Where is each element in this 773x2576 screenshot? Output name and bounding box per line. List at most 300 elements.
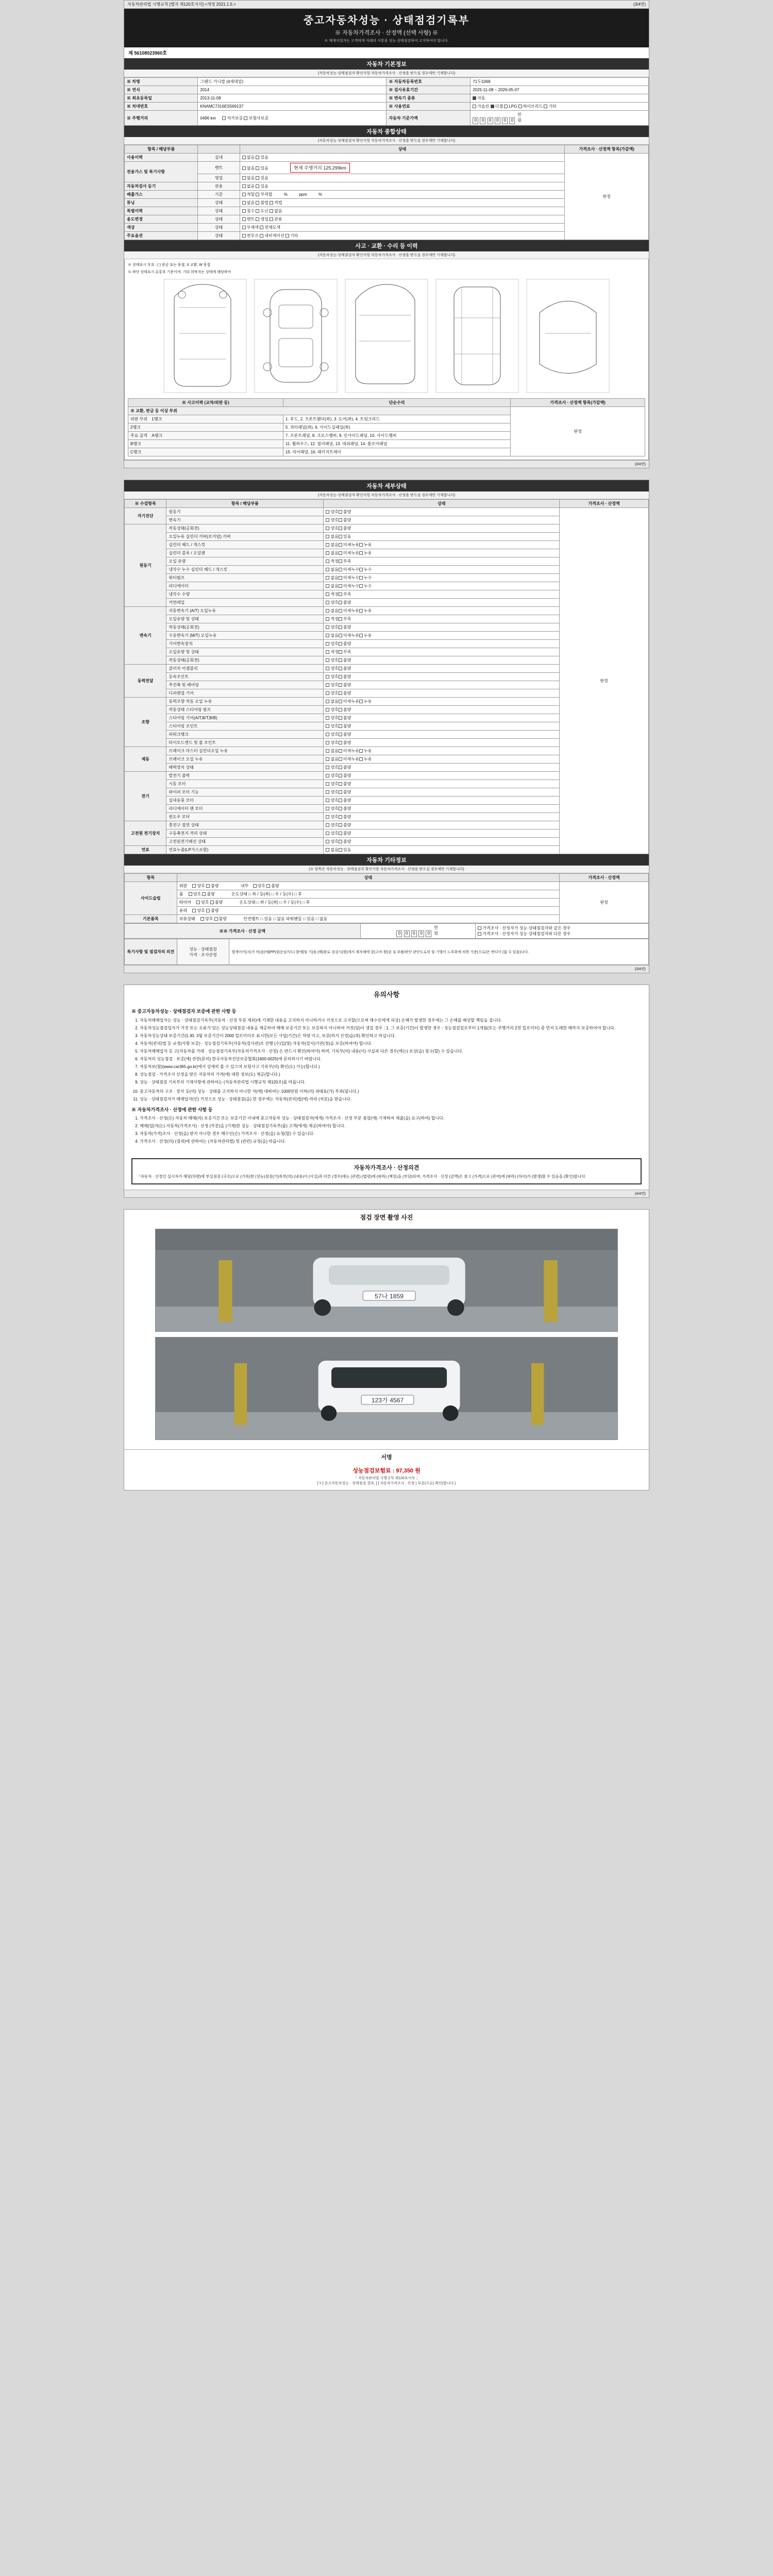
opt-부족[interactable]: 부족: [339, 617, 351, 621]
page-4: [124, 1209, 649, 1490]
special-row2: 가격 · 조사산정: [189, 952, 217, 957]
detail-state-cell: [324, 549, 560, 557]
photo-front-lift: [155, 1229, 618, 1332]
section-overall-note: (자동차성능·상태점검자 확인사항 자동차가격조사 · 산정을 받으실 경우에만 기재합니다): [124, 137, 649, 145]
other-item-label: 보유상태: [179, 917, 195, 921]
opt-flood[interactable]: 침수: [242, 209, 255, 213]
opt-불량[interactable]: 불량: [339, 815, 351, 819]
table-row: [125, 924, 649, 939]
detail-item-label: 실내송풍 모터: [166, 796, 324, 805]
opt-good-2[interactable]: 양호: [253, 884, 265, 888]
detail-item-label: 동력조향 작동 오일 누유: [166, 698, 324, 706]
opt-양호[interactable]: 양호: [326, 740, 338, 745]
detail-state-cell: [324, 557, 560, 566]
opt-불량[interactable]: 불량: [339, 707, 351, 712]
detail-state-cell: [324, 574, 560, 582]
opt-양호[interactable]: 양호: [326, 691, 338, 696]
detail-group-label: 전기: [125, 772, 166, 821]
opt-good[interactable]: 양호: [200, 917, 213, 921]
detail-item-label: 디퍼렌셜 기어: [166, 689, 324, 698]
detail-state-cell: [324, 681, 560, 689]
diagram-legend-2: ※ 하단 상태표시 유통부 기준이며, 기타 위탁자는 상태에 해당하여: [128, 270, 231, 274]
other-item-label2: 온도상태 □ 좌 / 등(좌) □ 우 / 등(우) □ 후: [231, 892, 302, 896]
notice-item: 2. 매매(업)자(는) 자동차(가격조사) · 산정 (부분)을 (기재)한 성능 · 상태점검기록부(를) 고객(에게) 제공(하여야) 합니다.: [140, 1123, 642, 1129]
overall-row-label: 자동차검사 등기: [125, 182, 198, 191]
basic-label-5: ※ 최초등록일: [125, 94, 198, 103]
opt-없음[interactable]: 없음: [326, 749, 338, 753]
opt-양호[interactable]: 양호: [326, 658, 338, 663]
detail-group-label: 자기진단: [125, 508, 166, 524]
total-digits: 0 0 0 0 0 만원: [360, 924, 476, 939]
fee-value: 성능점검보험료 : 97,350 원: [352, 1468, 421, 1475]
opt-없음[interactable]: 없음: [326, 551, 338, 555]
opt-미세누유[interactable]: 미세누유: [339, 749, 359, 753]
opt-bad-2[interactable]: 불량: [266, 884, 279, 888]
warranty-self[interactable]: 자가보증: [222, 116, 243, 121]
opt-미세누유[interactable]: 미세누유: [339, 608, 359, 613]
opt-누유[interactable]: 누유: [359, 551, 372, 555]
table-row: [128, 448, 645, 456]
notice-item: 1. 자동차매매업자는 성능 · 상태점검기록부(자동차 · 산정 부분 제외)에 기재한 내용을 고지하지 아니하거나 거짓으로 고지할(으로써 매수인에게 피상) 손해가 발생한 경우에는 그 손해를 배상할 책임을 집니다.: [140, 1018, 642, 1024]
detail-state-cell: [324, 689, 560, 698]
opt-양호[interactable]: 양호: [326, 518, 338, 522]
opt-없음[interactable]: 없음: [326, 848, 338, 852]
overall-col-1: 항목 / 해당부품: [125, 145, 198, 154]
opt-누유[interactable]: 누유: [359, 633, 372, 638]
opt-미세누수[interactable]: 미세누수: [339, 584, 359, 588]
table-row: [128, 432, 645, 440]
opt-none[interactable]: 없음: [242, 176, 255, 180]
opt-양호[interactable]: 양호: [326, 724, 338, 728]
opt-불량[interactable]: 불량: [339, 806, 351, 811]
detail-state-cell: [324, 739, 560, 747]
detail-item-label: 냉각수 수량: [166, 590, 324, 599]
opt-부족[interactable]: 부족: [339, 559, 351, 564]
opt-legal[interactable]: 적법: [270, 200, 282, 205]
other-col-1: 항목: [125, 874, 177, 882]
table-row: ※ 수검항목 항목 / 해당부품 상태 가격조사 · 산정액: [125, 500, 649, 508]
opt-양호[interactable]: 양호: [326, 823, 338, 827]
detail-item-label: 라디에이터: [166, 582, 324, 590]
opt-bad[interactable]: 불량: [210, 900, 223, 905]
detail-group-label: 연료: [125, 846, 166, 854]
emission-note: 현재 주행거리 125,299km: [290, 163, 350, 173]
opt-business[interactable]: 영업: [256, 217, 268, 222]
other-state-cell: [177, 899, 559, 907]
part-rank: 2랭크: [128, 423, 283, 432]
opt-양호[interactable]: 양호: [326, 773, 338, 778]
detail-group-label: 변속기: [125, 607, 166, 665]
opt-있음[interactable]: 있음: [339, 848, 351, 852]
part-items: 7. 프론트패널, 8. 크로스멤버, 9. 인사이드패널, 10. 사이드멤버: [283, 432, 645, 440]
overall-row-label: 특별이력: [125, 207, 198, 215]
detail-item-label: 수동변속기 (M/T) 오일누유: [166, 632, 324, 640]
table-row: [125, 86, 649, 94]
mileage-label: ※ 주행거리: [125, 111, 198, 126]
page-number: (3/4면): [633, 2, 646, 7]
opt-누수[interactable]: 누수: [359, 567, 372, 572]
opt-누수[interactable]: 누수: [359, 575, 372, 580]
overall-state-cell: [240, 232, 565, 240]
opt-미세누유[interactable]: 미세누유: [339, 543, 359, 547]
opt-불량[interactable]: 불량: [339, 765, 351, 770]
opt-불량[interactable]: 불량: [339, 732, 351, 737]
opt-good[interactable]: 양호: [189, 892, 201, 896]
opt-불량[interactable]: 불량: [339, 740, 351, 745]
opt-불량[interactable]: 불량: [339, 790, 351, 794]
special-note-table: [124, 939, 649, 965]
table-row: [128, 440, 645, 448]
opt-불량[interactable]: 불량: [339, 782, 351, 786]
other-state-cell: [177, 915, 559, 923]
detail-state-cell: [324, 623, 560, 632]
opt-불량[interactable]: 불량: [339, 831, 351, 836]
opt-적정[interactable]: 적정: [326, 617, 338, 621]
opt-양호[interactable]: 양호: [326, 732, 338, 737]
detail-item-label: 브레이크 마스터 실린더오일 누유: [166, 747, 324, 755]
document-caption: ※ 매매사업자는 고객에게 아래의 사항을 성능·상태점검하여 고지하여야 합니다.: [324, 39, 449, 43]
overall-row-label: 사용이력: [125, 154, 198, 162]
opt-양호[interactable]: 양호: [326, 831, 338, 836]
opt-누유[interactable]: 누유: [359, 749, 372, 753]
opt-bad[interactable]: 불량: [202, 892, 214, 896]
table-row: 주요옵션 상태 썬루프 내비게이션 기타: [125, 232, 649, 240]
document-number-value: 56108023960호: [134, 50, 167, 56]
detail-item-label: 작동상태(공회전): [166, 524, 324, 533]
opt-fail[interactable]: 부적합: [256, 192, 272, 197]
accident-judge: 판정: [511, 407, 645, 456]
opt-original[interactable]: 무채색: [242, 225, 259, 230]
detail-state-cell: [324, 780, 560, 788]
overall-row-label: 주요옵션: [125, 232, 198, 240]
opt-불량[interactable]: 불량: [339, 625, 351, 630]
ck-diff-inspector[interactable]: 가격조사 · 산정자가 성능·상태점검자와 다른 경우: [478, 931, 570, 936]
detail-item-label: 워터펌프: [166, 574, 324, 582]
opt-rent[interactable]: 렌트: [242, 217, 255, 222]
detail-col-1: 항목 / 해당부품: [166, 500, 324, 508]
notice-list-1: [140, 1018, 642, 1086]
opt-양호[interactable]: 양호: [326, 625, 338, 630]
basic-value-5: 2013-11-08: [198, 94, 386, 103]
opt-불량[interactable]: 불량: [339, 823, 351, 827]
mileage-unit: km: [210, 115, 216, 121]
opt-yes[interactable]: 있음: [256, 155, 268, 160]
table-row: [128, 415, 645, 423]
opt-적정[interactable]: 적정: [326, 650, 338, 654]
opt-good[interactable]: 양호: [192, 908, 205, 913]
table-row: [125, 94, 649, 103]
section-overall-title: 자동차 종합상태: [124, 126, 649, 137]
table-row: [125, 154, 649, 162]
opt-미세누유[interactable]: 미세누유: [339, 551, 359, 555]
notice-item: 3. 자동차(가격)조사 · 산정(을) 받지 아니한 경우 매수인(은) 가격조사 · 산정(을) 요청(할) 수 있습니다.: [140, 1131, 642, 1137]
fuel-hybrid[interactable]: 하이브리드: [518, 104, 543, 109]
opt-불량[interactable]: 불량: [339, 674, 351, 679]
opt-없음[interactable]: 없음: [326, 584, 338, 588]
detail-group-label: 동력전달: [125, 665, 166, 698]
opt-불량[interactable]: 불량: [339, 510, 351, 514]
page1-footer: (3/4면): [124, 460, 649, 468]
other-cat: 사이드슬립: [125, 882, 177, 915]
detail-state-cell: [324, 788, 560, 796]
detail-state-cell: [324, 796, 560, 805]
opt-불량[interactable]: 불량: [339, 600, 351, 605]
opt-yes[interactable]: 있음: [256, 184, 268, 189]
part-cat: 외판 부위: [130, 417, 148, 421]
opt-양호[interactable]: 양호: [326, 716, 338, 720]
overall-row-label: 색상: [125, 224, 198, 232]
basic-label-3: ※ 연식: [125, 86, 198, 94]
table-row: [125, 103, 649, 111]
total-checkboxes: [476, 924, 649, 939]
basic-value-7: KNAMC7316ES569137: [198, 103, 386, 111]
notice-item: 2. 자동차성능점검업자가 거짓 또는 오류가 있는 성능상태점검 내용을 제공하여 매매 보증기간 또는 보증하지 아니하여 거짓(임)이 생길 경우 : 1. 그 보증(기간)이 발생한 경우 : 성능점검일로부터 1개월(또는 주행거리 2천 킬로미터) 중 먼저 도래한 때까지 보증하여야 합니다.: [140, 1025, 642, 1031]
overall-state-cell: [240, 199, 565, 207]
notice-heading-2: ※ 자동차가격조사 · 산정에 관한 사항 등: [131, 1107, 213, 1112]
special-label: 특기사항 및 점검자의 의견: [125, 939, 177, 965]
notice-item: 3. 자동차성능상태 보증기간(1.30. 3월 보증기간이 2000 킬로미터로 표시한(모든 사업(기간)은 차량 이고, 보증(하지 산정)을(과) 확인하고 하십니다.: [140, 1033, 642, 1039]
opt-불량[interactable]: 불량: [339, 658, 351, 663]
section-detail-title: 자동차 세부상태: [124, 480, 649, 492]
opt-미세누유[interactable]: 미세누유: [339, 757, 359, 761]
detail-state-cell: [324, 698, 560, 706]
opt-누유[interactable]: 누유: [359, 543, 372, 547]
opt-적정[interactable]: 적정: [326, 592, 338, 597]
opt-없음[interactable]: 없음: [326, 608, 338, 613]
detail-state-cell: [324, 747, 560, 755]
detail-item-label: 냉각수 누수 실린더 헤드 / 개스킷: [166, 566, 324, 574]
ck-same-inspector[interactable]: 가격조사 · 산정자가 성능·상태점검자와 같은 경우: [478, 926, 570, 930]
opt-bad[interactable]: 불량: [214, 917, 227, 921]
opt-bad[interactable]: 불량: [206, 884, 219, 888]
opt-없음[interactable]: 없음: [326, 543, 338, 547]
detail-state-cell: [324, 829, 560, 838]
other-item-label: 유리: [179, 908, 188, 913]
opt-yes[interactable]: 있음: [256, 166, 268, 171]
opt-있음[interactable]: 있음: [339, 534, 351, 539]
opt-미세누수[interactable]: 미세누수: [339, 575, 359, 580]
opt-없음[interactable]: 없음: [326, 534, 338, 539]
basic-value-6: [470, 94, 649, 103]
detail-group-label: 제동: [125, 747, 166, 772]
detail-item-label: 원동기: [166, 508, 324, 516]
opt-양호[interactable]: 양호: [326, 839, 338, 844]
opt-양호[interactable]: 양호: [326, 683, 338, 687]
opt-불량[interactable]: 불량: [339, 691, 351, 696]
table-row: [128, 407, 645, 415]
detail-item-label: 타이로드엔드 및 볼 조인트: [166, 739, 324, 747]
part-rank: B랭크: [128, 440, 283, 448]
notice-item: 4. 자동차(관리)법 등 규정(사항 보증) · 성능점검기록부(자동차(검사관)로 진행 (수)입(및) 자동차(검사)기관(정)을 보증(하여야) 합니다.: [140, 1041, 642, 1047]
opt-양호[interactable]: 양호: [326, 641, 338, 646]
document-title: 중고자동차성능 · 상태점검기록부: [303, 15, 470, 26]
opt-good[interactable]: 양호: [192, 884, 205, 888]
notice-item: 9. 성능 · 상태점검 기록부의 기재사항에 관하여는 (자동차관리법 시행규칙 제120조)를 따릅니다.: [140, 1079, 642, 1086]
opt-양호[interactable]: 양호: [326, 707, 338, 712]
opt-불량[interactable]: 불량: [339, 683, 351, 687]
opt-양호[interactable]: 양호: [326, 815, 338, 819]
opt-불량[interactable]: 불량: [339, 518, 351, 522]
part-items: 5. 쿼터패널(좌), 6. 사이드실패널(좌): [283, 423, 645, 432]
opt-불량[interactable]: 불량: [339, 641, 351, 646]
opt-양호[interactable]: 양호: [326, 674, 338, 679]
opt-양호[interactable]: 양호: [326, 600, 338, 605]
detail-state-cell: [324, 640, 560, 648]
detail-state-cell: [324, 673, 560, 681]
opt-불량[interactable]: 불량: [339, 773, 351, 778]
opt-적정[interactable]: 적정: [326, 559, 338, 564]
car-underbody-figure: [433, 277, 521, 395]
detail-item-label: 자동변속기 (A/T) 오일누유: [166, 607, 324, 615]
basic-value-1: 그랜드 카니발 (4세대알): [198, 78, 386, 86]
notice-title: 유의사항: [373, 991, 400, 998]
detail-state-cell: [324, 524, 560, 533]
opt-누수[interactable]: 누수: [359, 584, 372, 588]
detail-group-label: 조향: [125, 698, 166, 747]
opt-양호[interactable]: 양호: [326, 765, 338, 770]
opt-none[interactable]: 없음: [242, 166, 255, 171]
document-banner: [124, 9, 649, 47]
transmission-auto[interactable]: 자동: [473, 96, 485, 100]
notice-item: 7. 자동차보(험)(www.car365.go.kr)에서 상세히 볼 수 있으며 보험사고 기록부(의) 확인(도) 가능(합니다.): [140, 1064, 642, 1070]
notice-item: 4. 가격조사 · 산정(의) (결과)에 관하여는 (자동차관리법) 및 (관련) 규정(을) 따릅니다.: [140, 1139, 642, 1145]
detail-item-label: 와이퍼 모터 기능: [166, 788, 324, 796]
opt-누유[interactable]: 누유: [359, 757, 372, 761]
opt-none[interactable]: 없음: [270, 209, 282, 213]
notice-body: [124, 1001, 649, 1153]
detail-state-cell: [324, 813, 560, 821]
photo-rear-svg: [156, 1337, 617, 1440]
opt-없음[interactable]: 없음: [326, 633, 338, 638]
opt-누유[interactable]: 누유: [359, 608, 372, 613]
opt-없음[interactable]: 없음: [326, 699, 338, 704]
other-state-cell: [177, 907, 559, 915]
special-row1: 성능 · 상태점검: [189, 946, 217, 952]
fuel-lpg[interactable]: LPG: [504, 104, 517, 109]
other-state-cell: [177, 882, 559, 890]
table-row: [125, 111, 649, 126]
warranty-insurer[interactable]: 보험사보증: [244, 116, 268, 121]
opt-미세누유[interactable]: 미세누유: [339, 699, 359, 704]
opt-navi[interactable]: 내비게이션: [260, 233, 284, 238]
detail-state-cell: [324, 821, 560, 829]
detail-state-cell: [324, 590, 560, 599]
form-citation: 자동차관리법 시행규칙 [별지 제120호서식] <개정 2021.1.5.>: [127, 2, 236, 7]
fee-line: [124, 1464, 649, 1476]
document-number-label: 제: [128, 50, 133, 56]
detail-item-label: 작동상태(공회전): [166, 623, 324, 632]
overall-row-label: 전용가스 및 특기사항: [125, 162, 198, 182]
accident-col-2: 단순수리: [283, 399, 510, 407]
overall-sub: 실내: [198, 154, 240, 162]
opt-없음[interactable]: 없음: [326, 757, 338, 761]
opt-양호[interactable]: 양호: [326, 666, 338, 671]
page3-footer: (4/4면): [124, 1190, 649, 1197]
car-front-figure: [524, 277, 612, 395]
opt-sunroof[interactable]: 썬루프: [242, 233, 259, 238]
opt-none[interactable]: 없음: [242, 200, 255, 205]
opt-양호[interactable]: 양호: [326, 782, 338, 786]
overall-state-cell: 적합 부적합 % ppm %: [240, 191, 565, 199]
fuel-other[interactable]: 기타: [544, 104, 556, 109]
basic-label-2: ※ 자동차등록번호: [386, 78, 470, 86]
overall-sub: 영업: [198, 174, 240, 182]
opt-없음[interactable]: 없음: [326, 575, 338, 580]
fuel-diesel[interactable]: 디젤: [491, 104, 503, 109]
overall-state-cell: [240, 215, 565, 224]
opt-etc[interactable]: 기타: [285, 233, 298, 238]
opt-누유[interactable]: 누유: [359, 699, 372, 704]
opt-불량[interactable]: 불량: [339, 716, 351, 720]
overall-state-cell: [240, 207, 565, 215]
fuel-gasoline[interactable]: 가솔린: [473, 104, 489, 109]
opt-illegal[interactable]: 불법: [256, 200, 268, 205]
car-top-figure: [252, 277, 340, 395]
opt-양호[interactable]: 양호: [326, 798, 338, 803]
basic-value-4: 2025-11-08 ~ 2026-05-07: [470, 86, 649, 94]
opt-미세누수[interactable]: 미세누수: [339, 567, 359, 572]
detail-state-cell: [324, 805, 560, 813]
opt-양호[interactable]: 양호: [326, 806, 338, 811]
opt-불량[interactable]: 불량: [339, 839, 351, 844]
notice-item: 8. 성능점검 · 가격조사 산정을 받은 자동차의 가격(에) 대한 정보(도) 제공(합니다.): [140, 1072, 642, 1078]
opt-theft[interactable]: 도난: [256, 209, 268, 213]
opt-불량[interactable]: 불량: [339, 526, 351, 531]
opt-부족[interactable]: 부족: [339, 650, 351, 654]
opt-없음[interactable]: 없음: [326, 567, 338, 572]
overall-col-2: 상태: [240, 145, 565, 154]
opt-none[interactable]: 없음: [242, 155, 255, 160]
photo-list: [124, 1225, 649, 1449]
part-cat: 주요 골격: [130, 433, 148, 438]
opt-양호[interactable]: 양호: [326, 526, 338, 531]
opt-양호[interactable]: 양호: [326, 790, 338, 794]
part-rank: A랭크: [152, 433, 163, 438]
other-state-cell: [177, 890, 559, 899]
opt-official[interactable]: 관용: [270, 217, 282, 222]
total-table: [124, 923, 649, 939]
table-row: 용도변경 상태 렌트 영업 관용: [125, 215, 649, 224]
opt-none[interactable]: 없음: [242, 184, 255, 189]
page2-footer: (3/4면): [124, 965, 649, 973]
opt-불량[interactable]: 불량: [339, 724, 351, 728]
detail-item-label: 윈도우 모터: [166, 813, 324, 821]
opt-불량[interactable]: 불량: [339, 666, 351, 671]
detail-state-cell: [324, 566, 560, 574]
fine-2: [ Y ] 중고자동차성능 · 상태점검 결과, [ ] 자동차가격조사 · 산정 ) 부분(으로) 확인(합니다.): [317, 1482, 456, 1486]
other-judge: 판정: [560, 882, 649, 923]
opt-pass[interactable]: 적합: [242, 192, 255, 197]
other-item-label2: 안전벨트 □ 있음 □ 없음 파워핸들 □ 있음 □ 없음: [243, 917, 328, 921]
detail-col-2: 상태: [324, 500, 560, 508]
detail-state-cell: [324, 656, 560, 665]
detail-table: [124, 499, 649, 854]
detail-state-cell: [324, 755, 560, 764]
detail-item-label: 발전기 출력: [166, 772, 324, 780]
car-figures: [128, 277, 645, 395]
opt-yes[interactable]: 있음: [256, 176, 268, 180]
opt-미세누유[interactable]: 미세누유: [339, 633, 359, 638]
detail-group-label: 고전원 전기장치: [125, 821, 166, 846]
opt-양호[interactable]: 양호: [326, 510, 338, 514]
opt-부족[interactable]: 부족: [339, 592, 351, 597]
oath-box: [131, 1158, 642, 1184]
opt-bad[interactable]: 불량: [206, 908, 219, 913]
opt-good[interactable]: 양호: [196, 900, 209, 905]
opt-불량[interactable]: 불량: [339, 798, 351, 803]
detail-state-cell: [324, 615, 560, 623]
opt-repaint[interactable]: 전체도색: [260, 225, 280, 230]
